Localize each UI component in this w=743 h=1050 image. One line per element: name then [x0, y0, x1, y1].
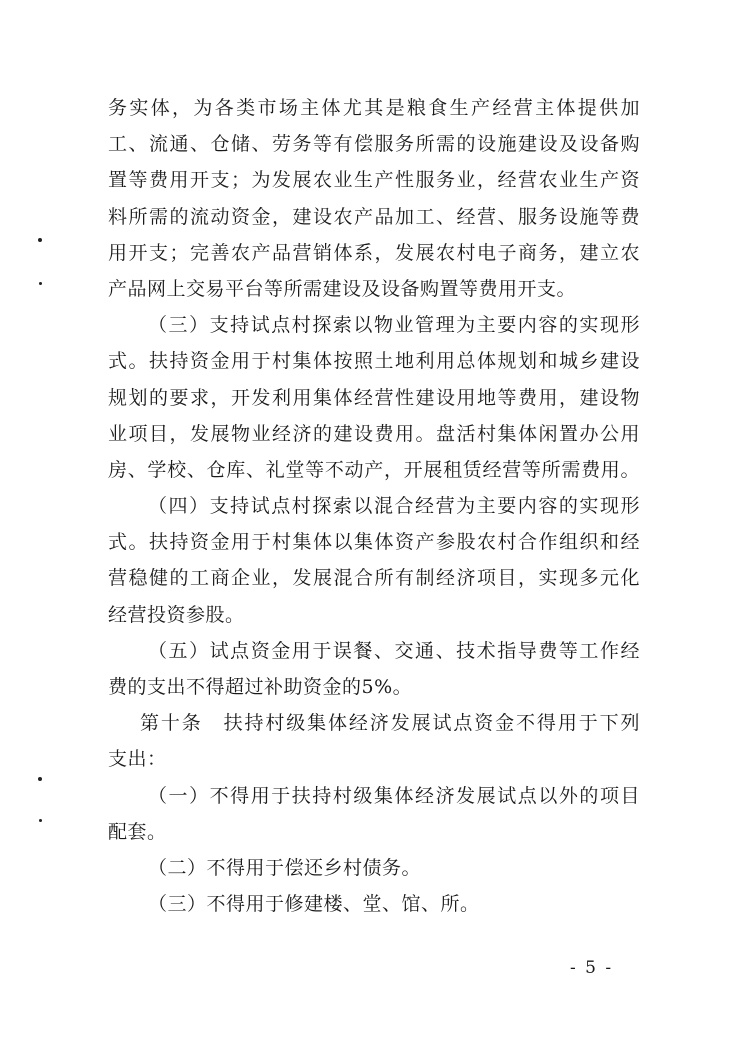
text-line: 置等费用开支；为发展农业生产性服务业，经营农业生产资: [108, 169, 640, 192]
text-line: 料所需的流动资金，建设农产品加工、经营、服务设施等费: [108, 205, 640, 228]
document-body: [108, 90, 640, 922]
text-line: 经营投资参股。: [108, 603, 245, 626]
text-line: 房、学校、仓库、礼堂等不动产，开展租赁经营等所需费用。: [108, 458, 640, 481]
text-line: 第十条 扶持村级集体经济发展试点资金不得用于下列: [140, 712, 640, 735]
text-line: 营稳健的工商企业，发展混合所有制经济项目，实现多元化: [108, 567, 640, 590]
text-line: 费的支出不得超过补助资金的5%。: [108, 676, 413, 698]
text-line: 支出：: [108, 748, 167, 771]
text-line: 用开支；完善农产品营销体系，发展农村电子商务，建立农: [108, 241, 640, 264]
scan-speck: [39, 819, 42, 822]
text-line: 配套。: [108, 820, 167, 843]
page-number: - 5 -: [570, 958, 614, 978]
text-line: （三）支持试点村探索以物业管理为主要内容的实现形: [148, 314, 640, 337]
text-line: （五）试点资金用于误餐、交通、技术指导费等工作经: [148, 639, 640, 662]
text-line: 务实体，为各类市场主体尤其是粮食生产经营主体提供加: [108, 97, 640, 119]
scan-speck: [38, 238, 42, 242]
text-line: （三）不得用于修建楼、堂、馆、所。: [148, 893, 480, 916]
text-line: （一）不得用于扶持村级集体经济发展试点以外的项目: [148, 784, 640, 807]
text-line: 规划的要求，开发利用集体经营性建设用地等费用，建设物: [108, 386, 640, 409]
text-line: （四）支持试点村探索以混合经营为主要内容的实现形: [148, 495, 640, 518]
scan-speck: [38, 777, 42, 781]
text-line: 产品网上交易平台等所需建设及设备购置等费用开支。: [108, 277, 577, 300]
text-line: （二）不得用于偿还乡村债务。: [148, 856, 422, 879]
text-line: 业项目，发展物业经济的建设费用。盘活村集体闲置办公用: [108, 422, 640, 445]
scan-speck: [39, 282, 42, 285]
text-line: 式。扶持资金用于村集体按照土地利用总体规划和城乡建设: [108, 350, 640, 373]
text-line: 式。扶持资金用于村集体以集体资产参股农村合作组织和经: [108, 531, 640, 554]
text-line: 工、流通、仓储、劳务等有偿服务所需的设施建设及设备购: [108, 133, 640, 156]
